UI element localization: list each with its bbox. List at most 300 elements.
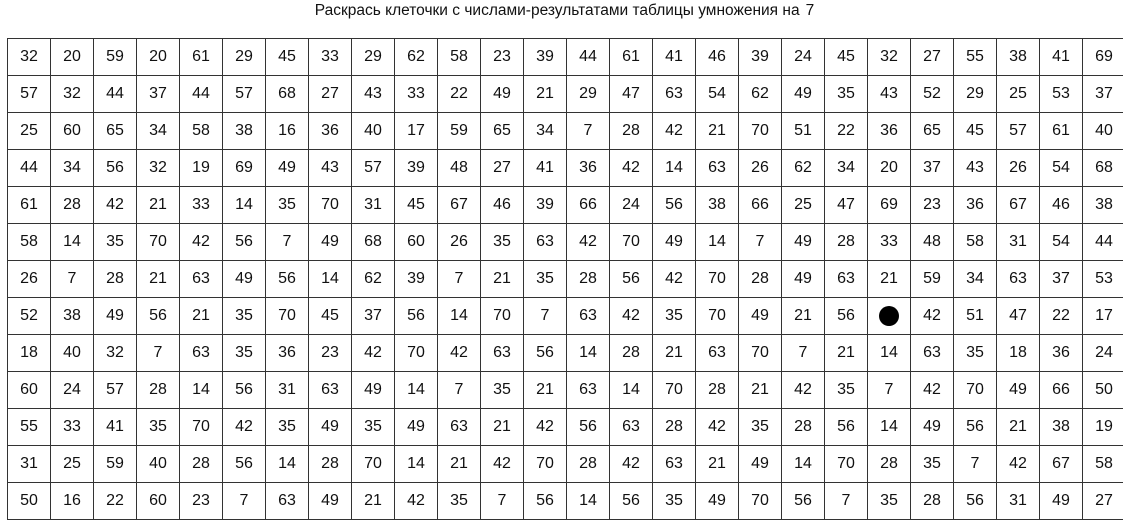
grid-cell[interactable]: 54 — [696, 76, 739, 113]
grid-cell[interactable]: 46 — [1040, 187, 1083, 224]
grid-cell[interactable]: 7 — [567, 113, 610, 150]
grid-cell[interactable]: 29 — [567, 76, 610, 113]
grid-cell[interactable]: 45 — [954, 113, 997, 150]
grid-cell[interactable]: 58 — [954, 224, 997, 261]
grid-cell[interactable]: 56 — [567, 409, 610, 446]
grid-cell[interactable]: 66 — [739, 187, 782, 224]
grid-cell[interactable]: 56 — [223, 372, 266, 409]
grid-cell[interactable]: 14 — [51, 224, 94, 261]
grid-cell[interactable]: 47 — [825, 187, 868, 224]
grid-cell[interactable]: 56 — [223, 224, 266, 261]
grid-cell[interactable]: 70 — [137, 224, 180, 261]
grid-cell[interactable]: 63 — [610, 409, 653, 446]
grid-cell[interactable]: 7 — [739, 224, 782, 261]
grid-cell[interactable]: 44 — [94, 76, 137, 113]
grid-cell[interactable]: 58 — [438, 39, 481, 76]
grid-cell[interactable]: 7 — [438, 372, 481, 409]
grid-cell[interactable]: 65 — [94, 113, 137, 150]
grid-cell[interactable]: 51 — [954, 298, 997, 335]
grid-cell[interactable]: 57 — [8, 76, 51, 113]
grid-cell[interactable]: 56 — [825, 298, 868, 335]
grid-cell[interactable]: 45 — [266, 39, 309, 76]
grid-cell[interactable]: 21 — [653, 335, 696, 372]
grid-cell[interactable]: 18 — [8, 335, 51, 372]
grid-cell[interactable]: 21 — [352, 483, 395, 520]
grid-cell[interactable]: 23 — [309, 335, 352, 372]
grid-cell[interactable]: 7 — [782, 335, 825, 372]
grid-cell[interactable]: 36 — [954, 187, 997, 224]
grid-cell[interactable]: 21 — [782, 298, 825, 335]
grid-cell[interactable]: 33 — [868, 224, 911, 261]
grid-cell[interactable]: 35 — [653, 298, 696, 335]
grid-cell[interactable]: 33 — [51, 409, 94, 446]
grid-cell[interactable]: 63 — [696, 150, 739, 187]
grid-cell[interactable]: 17 — [1083, 298, 1124, 335]
grid-cell[interactable]: 31 — [8, 446, 51, 483]
grid-cell[interactable]: 35 — [352, 409, 395, 446]
grid-cell[interactable]: 52 — [911, 76, 954, 113]
grid-cell[interactable]: 70 — [180, 409, 223, 446]
grid-cell[interactable]: 28 — [739, 261, 782, 298]
grid-cell[interactable]: 42 — [997, 446, 1040, 483]
grid-cell[interactable]: 27 — [911, 39, 954, 76]
grid-cell[interactable]: 48 — [438, 150, 481, 187]
grid-cell[interactable]: 62 — [739, 76, 782, 113]
grid-cell[interactable]: 49 — [782, 261, 825, 298]
grid-cell[interactable]: 70 — [825, 446, 868, 483]
grid-cell[interactable]: 57 — [94, 372, 137, 409]
grid-cell[interactable]: 7 — [438, 261, 481, 298]
grid-cell[interactable]: 43 — [868, 76, 911, 113]
grid-cell[interactable]: 44 — [1083, 224, 1124, 261]
grid-cell[interactable]: 7 — [825, 483, 868, 520]
grid-cell[interactable]: 28 — [567, 446, 610, 483]
grid-cell[interactable]: 22 — [1040, 298, 1083, 335]
grid-cell[interactable]: 41 — [94, 409, 137, 446]
grid-cell[interactable]: 70 — [739, 483, 782, 520]
grid-cell[interactable]: 66 — [1040, 372, 1083, 409]
grid-cell[interactable]: 56 — [94, 150, 137, 187]
grid-cell[interactable]: 49 — [911, 409, 954, 446]
grid-cell[interactable]: 66 — [567, 187, 610, 224]
grid-cell[interactable]: 49 — [653, 224, 696, 261]
grid-cell[interactable]: 35 — [911, 446, 954, 483]
grid-cell[interactable]: 67 — [997, 187, 1040, 224]
grid-cell[interactable]: 35 — [481, 372, 524, 409]
grid-cell[interactable]: 7 — [266, 224, 309, 261]
grid-cell[interactable]: 21 — [524, 76, 567, 113]
grid-cell[interactable]: 56 — [954, 483, 997, 520]
grid-cell[interactable]: 39 — [395, 261, 438, 298]
grid-cell[interactable]: 28 — [610, 113, 653, 150]
grid-cell[interactable]: 42 — [610, 150, 653, 187]
grid-cell[interactable]: 21 — [180, 298, 223, 335]
grid-cell[interactable]: 63 — [180, 335, 223, 372]
grid-cell[interactable]: 24 — [1083, 335, 1124, 372]
grid-cell[interactable]: 35 — [954, 335, 997, 372]
grid-cell[interactable]: 40 — [352, 113, 395, 150]
grid-cell[interactable]: 19 — [180, 150, 223, 187]
grid-cell[interactable]: 63 — [438, 409, 481, 446]
grid-cell[interactable]: 62 — [782, 150, 825, 187]
grid-cell[interactable]: 39 — [739, 39, 782, 76]
grid-cell[interactable]: 7 — [51, 261, 94, 298]
grid-cell[interactable]: 21 — [137, 187, 180, 224]
grid-cell[interactable]: 63 — [524, 224, 567, 261]
grid-cell[interactable]: 14 — [223, 187, 266, 224]
grid-cell[interactable]: 62 — [352, 261, 395, 298]
grid-cell[interactable]: 37 — [911, 150, 954, 187]
grid-cell[interactable]: 14 — [395, 446, 438, 483]
grid-cell[interactable]: 68 — [266, 76, 309, 113]
grid-cell[interactable]: 20 — [137, 39, 180, 76]
grid-cell[interactable]: 61 — [180, 39, 223, 76]
grid-cell[interactable]: 28 — [653, 409, 696, 446]
grid-cell[interactable]: 16 — [266, 113, 309, 150]
grid-cell[interactable]: 38 — [1083, 187, 1124, 224]
grid-cell[interactable]: 68 — [352, 224, 395, 261]
grid-cell[interactable]: 42 — [653, 113, 696, 150]
grid-cell[interactable]: 36 — [309, 113, 352, 150]
grid-cell[interactable]: 58 — [1083, 446, 1124, 483]
grid-cell[interactable]: 59 — [911, 261, 954, 298]
grid-cell[interactable]: 41 — [524, 150, 567, 187]
grid-cell[interactable]: 70 — [395, 335, 438, 372]
grid-cell[interactable]: 67 — [438, 187, 481, 224]
grid-cell[interactable]: 43 — [954, 150, 997, 187]
grid-cell[interactable]: 63 — [653, 76, 696, 113]
grid-cell[interactable]: 37 — [1083, 76, 1124, 113]
grid-cell[interactable]: 46 — [481, 187, 524, 224]
grid-cell[interactable]: 35 — [524, 261, 567, 298]
grid-cell[interactable]: 38 — [696, 187, 739, 224]
grid-cell[interactable]: 23 — [911, 187, 954, 224]
grid-cell[interactable]: 28 — [696, 372, 739, 409]
grid-cell[interactable]: 56 — [782, 483, 825, 520]
grid-cell[interactable]: 25 — [51, 446, 94, 483]
grid-cell[interactable]: 43 — [352, 76, 395, 113]
grid-cell[interactable]: 21 — [481, 261, 524, 298]
grid-cell[interactable]: 53 — [1083, 261, 1124, 298]
grid-cell[interactable]: 7 — [137, 335, 180, 372]
grid-cell[interactable]: 29 — [954, 76, 997, 113]
grid-cell[interactable]: 63 — [567, 372, 610, 409]
grid-cell[interactable]: 14 — [782, 446, 825, 483]
grid-cell[interactable]: 32 — [8, 39, 51, 76]
grid-cell[interactable]: 14 — [610, 372, 653, 409]
grid-cell[interactable]: 31 — [266, 372, 309, 409]
grid-cell[interactable]: 29 — [223, 39, 266, 76]
grid-cell[interactable]: 14 — [266, 446, 309, 483]
grid-cell[interactable]: 47 — [997, 298, 1040, 335]
grid-cell[interactable]: 28 — [180, 446, 223, 483]
grid-cell[interactable]: 35 — [137, 409, 180, 446]
grid-cell[interactable]: 27 — [1083, 483, 1124, 520]
grid-cell[interactable]: 63 — [309, 372, 352, 409]
grid-cell[interactable]: 42 — [481, 446, 524, 483]
grid-cell[interactable]: 60 — [8, 372, 51, 409]
grid-cell[interactable]: 28 — [825, 224, 868, 261]
grid-cell[interactable]: 7 — [868, 372, 911, 409]
grid-cell[interactable]: 33 — [180, 187, 223, 224]
grid-cell[interactable]: 35 — [266, 187, 309, 224]
grid-cell[interactable]: 21 — [739, 372, 782, 409]
grid-cell[interactable]: 56 — [524, 483, 567, 520]
grid-cell[interactable]: 31 — [997, 224, 1040, 261]
grid-cell[interactable]: 70 — [653, 372, 696, 409]
grid-cell[interactable]: 24 — [51, 372, 94, 409]
grid-cell[interactable]: 25 — [8, 113, 51, 150]
grid-cell[interactable]: 70 — [481, 298, 524, 335]
grid-cell[interactable]: 18 — [997, 335, 1040, 372]
grid-cell[interactable]: 55 — [8, 409, 51, 446]
grid-cell[interactable]: 47 — [610, 76, 653, 113]
grid-cell[interactable]: 31 — [352, 187, 395, 224]
grid-cell[interactable]: 65 — [481, 113, 524, 150]
grid-cell[interactable]: 69 — [223, 150, 266, 187]
grid-cell[interactable]: 7 — [954, 446, 997, 483]
grid-cell[interactable]: 60 — [395, 224, 438, 261]
grid-cell[interactable]: 34 — [524, 113, 567, 150]
grid-cell[interactable]: 63 — [180, 261, 223, 298]
grid-cell[interactable]: 46 — [696, 39, 739, 76]
grid-cell[interactable]: 59 — [94, 446, 137, 483]
grid-cell[interactable]: 63 — [997, 261, 1040, 298]
grid-cell[interactable]: 54 — [1040, 224, 1083, 261]
grid-cell[interactable]: 14 — [567, 483, 610, 520]
grid-cell[interactable]: 35 — [223, 298, 266, 335]
grid-cell[interactable]: 56 — [266, 261, 309, 298]
grid-cell[interactable]: 35 — [868, 483, 911, 520]
grid-cell[interactable]: 24 — [610, 187, 653, 224]
grid-cell[interactable]: 35 — [825, 76, 868, 113]
grid-cell[interactable]: 57 — [997, 113, 1040, 150]
grid-cell[interactable]: 63 — [653, 446, 696, 483]
grid-cell[interactable]: 22 — [825, 113, 868, 150]
grid-cell[interactable]: 61 — [610, 39, 653, 76]
grid-cell[interactable]: 26 — [8, 261, 51, 298]
grid-cell[interactable]: 42 — [524, 409, 567, 446]
grid-cell[interactable]: 49 — [696, 483, 739, 520]
grid-cell[interactable]: 42 — [180, 224, 223, 261]
grid-cell[interactable]: 14 — [567, 335, 610, 372]
grid-cell[interactable]: 70 — [610, 224, 653, 261]
grid-cell[interactable]: 56 — [137, 298, 180, 335]
grid-cell[interactable]: 49 — [309, 224, 352, 261]
grid-cell[interactable]: 70 — [524, 446, 567, 483]
grid-cell[interactable]: 28 — [94, 261, 137, 298]
grid-cell[interactable]: 38 — [223, 113, 266, 150]
grid-cell[interactable]: 42 — [610, 298, 653, 335]
grid-cell[interactable]: 42 — [782, 372, 825, 409]
grid-cell[interactable]: 63 — [266, 483, 309, 520]
grid-cell[interactable]: 59 — [94, 39, 137, 76]
grid-cell[interactable]: 34 — [825, 150, 868, 187]
grid-cell[interactable]: 49 — [94, 298, 137, 335]
grid-cell[interactable] — [868, 298, 911, 335]
grid-cell[interactable]: 56 — [610, 483, 653, 520]
grid-cell[interactable]: 14 — [395, 372, 438, 409]
grid-cell[interactable]: 49 — [997, 372, 1040, 409]
grid-cell[interactable]: 49 — [395, 409, 438, 446]
grid-cell[interactable]: 44 — [567, 39, 610, 76]
grid-cell[interactable]: 32 — [868, 39, 911, 76]
grid-cell[interactable]: 7 — [481, 483, 524, 520]
grid-cell[interactable]: 50 — [1083, 372, 1124, 409]
grid-cell[interactable]: 63 — [911, 335, 954, 372]
grid-cell[interactable]: 70 — [739, 335, 782, 372]
grid-cell[interactable]: 37 — [1040, 261, 1083, 298]
grid-cell[interactable]: 38 — [997, 39, 1040, 76]
grid-cell[interactable]: 69 — [868, 187, 911, 224]
grid-cell[interactable]: 41 — [1040, 39, 1083, 76]
grid-cell[interactable]: 19 — [1083, 409, 1124, 446]
grid-cell[interactable]: 26 — [438, 224, 481, 261]
grid-cell[interactable]: 63 — [567, 298, 610, 335]
grid-cell[interactable]: 42 — [911, 372, 954, 409]
grid-cell[interactable]: 36 — [266, 335, 309, 372]
grid-cell[interactable]: 31 — [997, 483, 1040, 520]
grid-cell[interactable]: 33 — [309, 39, 352, 76]
grid-cell[interactable]: 49 — [223, 261, 266, 298]
grid-cell[interactable]: 35 — [825, 372, 868, 409]
grid-cell[interactable]: 65 — [911, 113, 954, 150]
grid-cell[interactable]: 49 — [266, 150, 309, 187]
grid-cell[interactable]: 14 — [696, 224, 739, 261]
grid-cell[interactable]: 49 — [739, 298, 782, 335]
grid-cell[interactable]: 7 — [223, 483, 266, 520]
grid-cell[interactable]: 61 — [1040, 113, 1083, 150]
grid-cell[interactable]: 25 — [782, 187, 825, 224]
grid-cell[interactable]: 68 — [1083, 150, 1124, 187]
grid-cell[interactable]: 42 — [567, 224, 610, 261]
grid-cell[interactable]: 27 — [481, 150, 524, 187]
grid-cell[interactable]: 21 — [868, 261, 911, 298]
grid-cell[interactable]: 43 — [309, 150, 352, 187]
grid-cell[interactable]: 16 — [51, 483, 94, 520]
grid-cell[interactable]: 42 — [395, 483, 438, 520]
grid-cell[interactable]: 58 — [180, 113, 223, 150]
grid-cell[interactable]: 39 — [524, 39, 567, 76]
grid-cell[interactable]: 42 — [94, 187, 137, 224]
grid-cell[interactable]: 49 — [309, 409, 352, 446]
grid-cell[interactable]: 70 — [309, 187, 352, 224]
grid-cell[interactable]: 49 — [782, 224, 825, 261]
grid-cell[interactable]: 14 — [868, 409, 911, 446]
grid-cell[interactable]: 32 — [137, 150, 180, 187]
grid-cell[interactable]: 62 — [395, 39, 438, 76]
grid-cell[interactable]: 42 — [352, 335, 395, 372]
grid-cell[interactable]: 49 — [1040, 483, 1083, 520]
grid-cell[interactable]: 32 — [51, 76, 94, 113]
grid-cell[interactable]: 56 — [653, 187, 696, 224]
grid-cell[interactable]: 60 — [137, 483, 180, 520]
grid-cell[interactable]: 34 — [137, 113, 180, 150]
grid-cell[interactable]: 70 — [739, 113, 782, 150]
grid-cell[interactable]: 23 — [180, 483, 223, 520]
grid-cell[interactable]: 23 — [481, 39, 524, 76]
grid-cell[interactable]: 35 — [739, 409, 782, 446]
grid-cell[interactable]: 44 — [8, 150, 51, 187]
grid-cell[interactable]: 42 — [653, 261, 696, 298]
grid-cell[interactable]: 35 — [94, 224, 137, 261]
grid-cell[interactable]: 63 — [696, 335, 739, 372]
grid-cell[interactable]: 67 — [1040, 446, 1083, 483]
grid-cell[interactable]: 49 — [481, 76, 524, 113]
grid-cell[interactable]: 49 — [309, 483, 352, 520]
grid-cell[interactable]: 28 — [51, 187, 94, 224]
grid-cell[interactable]: 60 — [51, 113, 94, 150]
grid-cell[interactable]: 45 — [825, 39, 868, 76]
grid-cell[interactable]: 70 — [352, 446, 395, 483]
grid-cell[interactable]: 40 — [51, 335, 94, 372]
grid-cell[interactable]: 32 — [94, 335, 137, 372]
grid-cell[interactable]: 45 — [395, 187, 438, 224]
grid-cell[interactable]: 26 — [739, 150, 782, 187]
grid-cell[interactable]: 70 — [696, 298, 739, 335]
grid-cell[interactable]: 54 — [1040, 150, 1083, 187]
grid-cell[interactable]: 14 — [438, 298, 481, 335]
grid-cell[interactable]: 24 — [782, 39, 825, 76]
grid-cell[interactable]: 56 — [395, 298, 438, 335]
grid-cell[interactable]: 36 — [868, 113, 911, 150]
grid-cell[interactable]: 34 — [954, 261, 997, 298]
grid-cell[interactable]: 50 — [8, 483, 51, 520]
grid-cell[interactable]: 28 — [782, 409, 825, 446]
grid-cell[interactable]: 28 — [868, 446, 911, 483]
grid-cell[interactable]: 56 — [524, 335, 567, 372]
grid-cell[interactable]: 42 — [438, 335, 481, 372]
grid-cell[interactable]: 29 — [352, 39, 395, 76]
grid-cell[interactable]: 21 — [997, 409, 1040, 446]
grid-cell[interactable]: 35 — [481, 224, 524, 261]
grid-cell[interactable]: 49 — [739, 446, 782, 483]
grid-cell[interactable]: 56 — [610, 261, 653, 298]
grid-cell[interactable]: 28 — [911, 483, 954, 520]
grid-cell[interactable]: 48 — [911, 224, 954, 261]
grid-cell[interactable]: 59 — [438, 113, 481, 150]
grid-cell[interactable]: 58 — [8, 224, 51, 261]
grid-cell[interactable]: 70 — [954, 372, 997, 409]
grid-cell[interactable]: 57 — [223, 76, 266, 113]
grid-cell[interactable]: 36 — [1040, 335, 1083, 372]
grid-cell[interactable]: 25 — [997, 76, 1040, 113]
grid-cell[interactable]: 21 — [696, 113, 739, 150]
grid-cell[interactable]: 56 — [223, 446, 266, 483]
grid-cell[interactable]: 41 — [653, 39, 696, 76]
grid-cell[interactable]: 57 — [352, 150, 395, 187]
grid-cell[interactable]: 27 — [309, 76, 352, 113]
grid-cell[interactable]: 28 — [309, 446, 352, 483]
grid-cell[interactable]: 40 — [1083, 113, 1124, 150]
grid-cell[interactable]: 61 — [8, 187, 51, 224]
grid-cell[interactable]: 14 — [868, 335, 911, 372]
grid-cell[interactable]: 26 — [997, 150, 1040, 187]
grid-cell[interactable]: 42 — [696, 409, 739, 446]
grid-cell[interactable]: 21 — [696, 446, 739, 483]
grid-cell[interactable]: 7 — [524, 298, 567, 335]
grid-cell[interactable]: 35 — [223, 335, 266, 372]
grid-cell[interactable]: 45 — [309, 298, 352, 335]
grid-cell[interactable]: 69 — [1083, 39, 1124, 76]
grid-cell[interactable]: 49 — [352, 372, 395, 409]
grid-cell[interactable]: 17 — [395, 113, 438, 150]
grid-cell[interactable]: 37 — [137, 76, 180, 113]
grid-cell[interactable]: 39 — [395, 150, 438, 187]
grid-cell[interactable]: 14 — [653, 150, 696, 187]
grid-cell[interactable]: 34 — [51, 150, 94, 187]
grid-cell[interactable]: 56 — [954, 409, 997, 446]
